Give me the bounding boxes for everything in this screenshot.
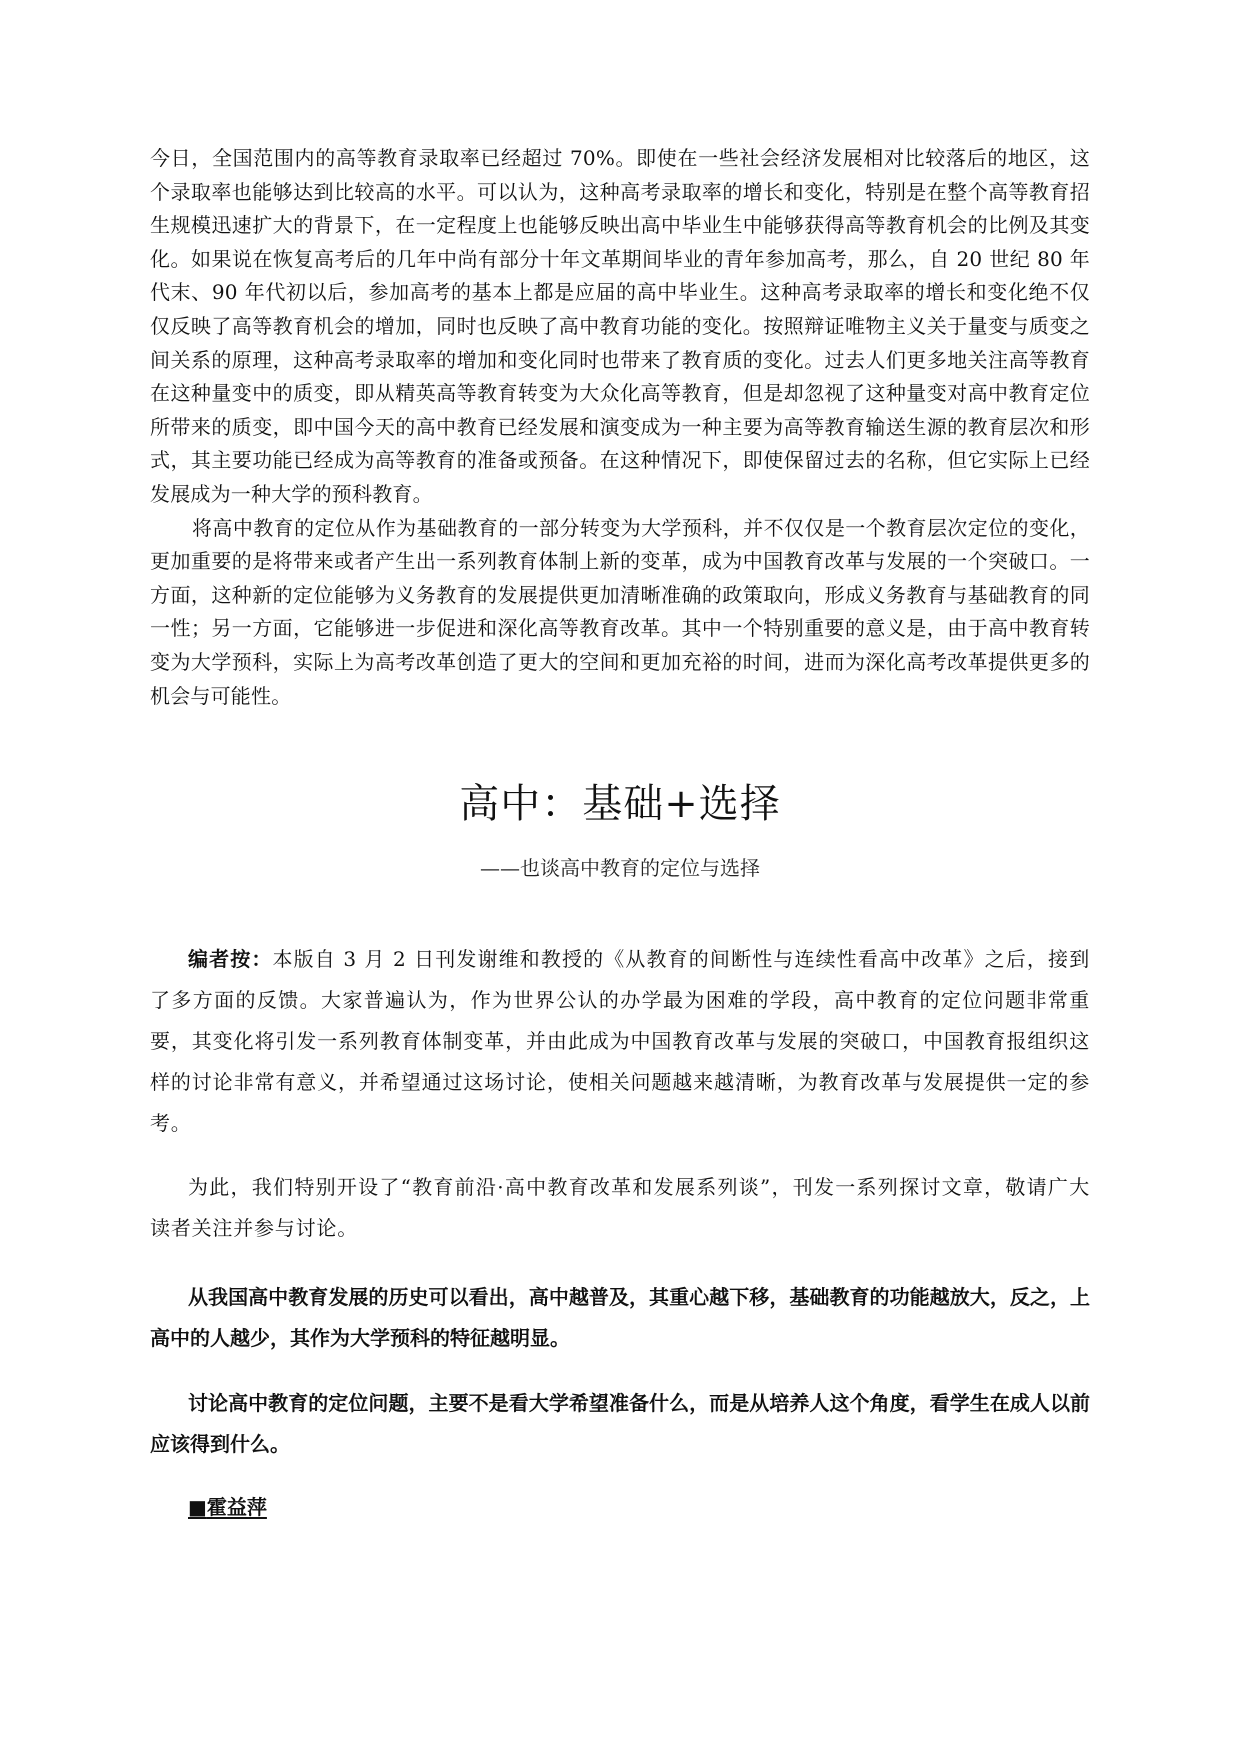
- article-subtitle: ——也谈高中教育的定位与选择: [480, 856, 760, 881]
- author-name-line: [188, 1495, 267, 1519]
- highlight-quotes: [150, 1277, 1090, 1465]
- document-page: [150, 142, 1090, 1521]
- body-paragraph: 今日，全国范围内的高等教育录取率已经超过 70%。即使在一些社会经济发展相对比较落后的地区，这个录取率也能够达到比较高的水平。可以认为，这种高考录取率的增长和变化，特别是在整个高等教育招生规模迅速扩大的背景下，在一定程度上也能够反映出高中毕业生中能够获得高等教育机会的比例及其变化。如果说在恢复高考后的几年中尚有部分十年文革期间毕业的青年参加高考，那么，自 20 世纪 80 年代末、90 年代初以后，参加高考的基本上都是应届的高中毕业生。这种高考录取率的增长和变化绝不仅仅反映了高等教育机会的增加，同时也反映了高中教育功能的变化。按照辩证唯物主义关于量变与质变之间关系的原理，这种高考录取率的增加和变化同时也带来了教育质的变化。过去人们更多地关注高等教育在这种量变中的质变，即从精英高等教育转变为大众化高等教育，但是却忽视了这种量变对高中教育定位所带来的质变，即中国今天的高中教育已经发展和演变成为一种主要为高等教育输送生源的教育层次和形式，其主要功能已经成为高等教育的准备或预备。在这种情况下，即使保留过去的名称，但它实际上已经发展成为一种大学的预科教育。: [150, 146, 1090, 506]
- highlight-quote: 从我国高中教育发展的历史可以看出，高中越普及，其重心越下移，基础教育的功能越放大，反之，上高中的人越少，其作为大学预科的特征越明显。: [150, 1285, 1090, 1351]
- article-title-block: [150, 779, 1090, 881]
- article-body-top: [150, 142, 1090, 713]
- editor-note-paragraph: [150, 939, 1090, 1144]
- article-title: 高中：基础+选择: [459, 781, 781, 828]
- body-paragraph: 将高中教育的定位从作为基础教育的一部分转变为大学预科，并不仅仅是一个教育层次定位的变化，更加重要的是将带来或者产生出一系列教育体制上新的变革，成为中国教育改革与发展的一个突破口。一方面，这种新的定位能够为义务教育的发展提供更加清晰准确的政策取向，形成义务教育与基础教育的同一性；另一方面，它能够进一步促进和深化高等教育改革。其中一个特别重要的意义是，由于高中教育转变为大学预科，实际上为高考改革创造了更大的空间和更加充裕的时间，进而为深化高考改革提供更多的机会与可能性。: [150, 515, 1090, 708]
- editor-note: [150, 939, 1090, 1249]
- author-byline: [150, 1493, 1090, 1521]
- editor-note-text: 本版自 3 月 2 日刊发谢维和教授的《从教育的间断性与连续性看高中改革》之后，接到了多方面的反馈。大家普遍认为，作为世界公认的办学最为困难的学段，高中教育的定位问题非常重要，其变化将引发一系列教育体制变革，并由此成为中国教育改革与发展的突破口，中国教育报组织这样的讨论非常有意义，并希望通过这场讨论，使相关问题越来越清晰，为教育改革与发展提供一定的参考。: [150, 947, 1090, 1136]
- highlight-quote: 讨论高中教育的定位问题，主要不是看大学希望准备什么，而是从培养人这个角度，看学生在成人以前应该得到什么。: [150, 1391, 1090, 1457]
- editor-note-paragraph: 为此，我们特别开设了“教育前沿·高中教育改革和发展系列谈”，刊发一系列探讨文章，敬请广大读者关注并参与讨论。: [150, 1175, 1090, 1241]
- square-marker-icon: ■: [188, 1495, 207, 1520]
- author-name: 霍益萍: [206, 1495, 267, 1520]
- editor-note-lead: 编者按：: [188, 947, 273, 972]
